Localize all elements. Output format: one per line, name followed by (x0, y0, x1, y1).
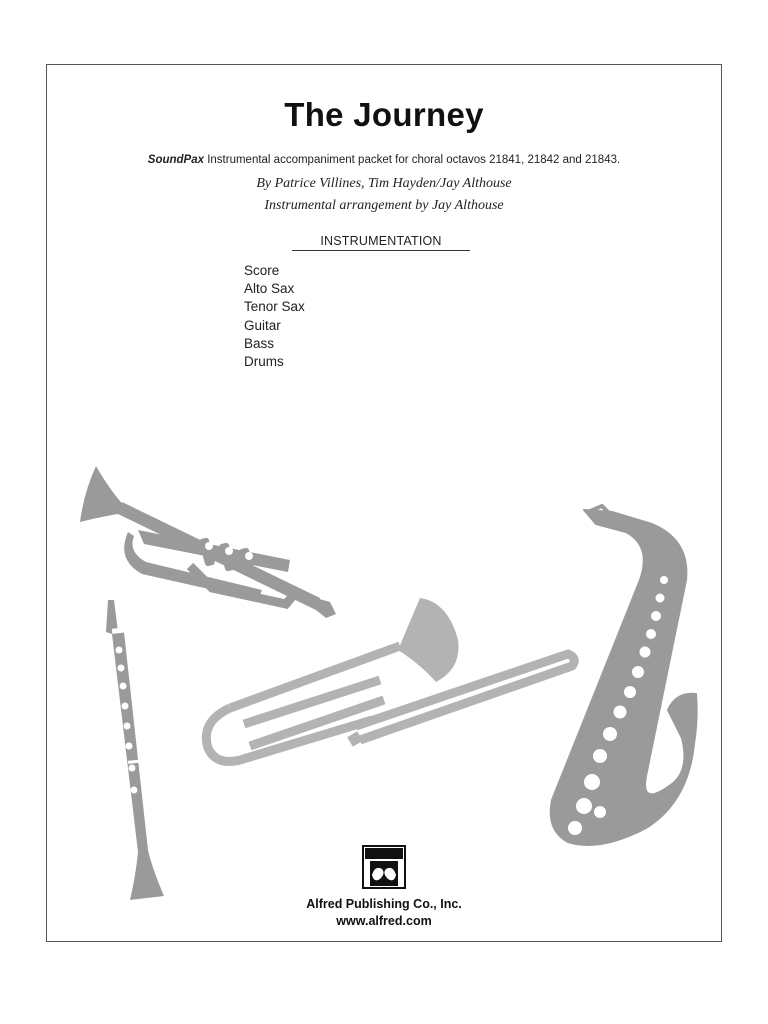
instrument-item: Score (244, 263, 280, 278)
instrument-item: Tenor Sax (244, 299, 305, 315)
instrument-item: Guitar (244, 317, 281, 333)
publisher-name: Alfred Publishing Co., Inc. (306, 897, 462, 911)
trombone-illustration (206, 598, 574, 762)
credit-authors: By Patrice Villines, Tim Hayden/Jay Althouse (256, 176, 512, 191)
trumpet-illustration (80, 466, 336, 618)
instrument-item: Alto Sax (244, 281, 295, 297)
saxophone-illustration (551, 506, 697, 845)
cover-title: The Journey (284, 96, 484, 133)
subtitle-brand: SoundPax (147, 154, 205, 166)
alfred-logo (362, 845, 406, 889)
instrumentation-heading: INSTRUMENTATION (292, 234, 470, 251)
subtitle-text: Instrumental accompaniment packet for choral octavos 21841, 21842 and 21843. (204, 154, 621, 166)
instrument-item: Drums (244, 354, 284, 370)
credit-arranger: Instrumental arrangement by Jay Althouse (264, 198, 504, 213)
instrument-item: Bass (244, 335, 275, 351)
clarinet-illustration (106, 600, 164, 900)
publisher-website: www.alfred.com (336, 914, 432, 928)
